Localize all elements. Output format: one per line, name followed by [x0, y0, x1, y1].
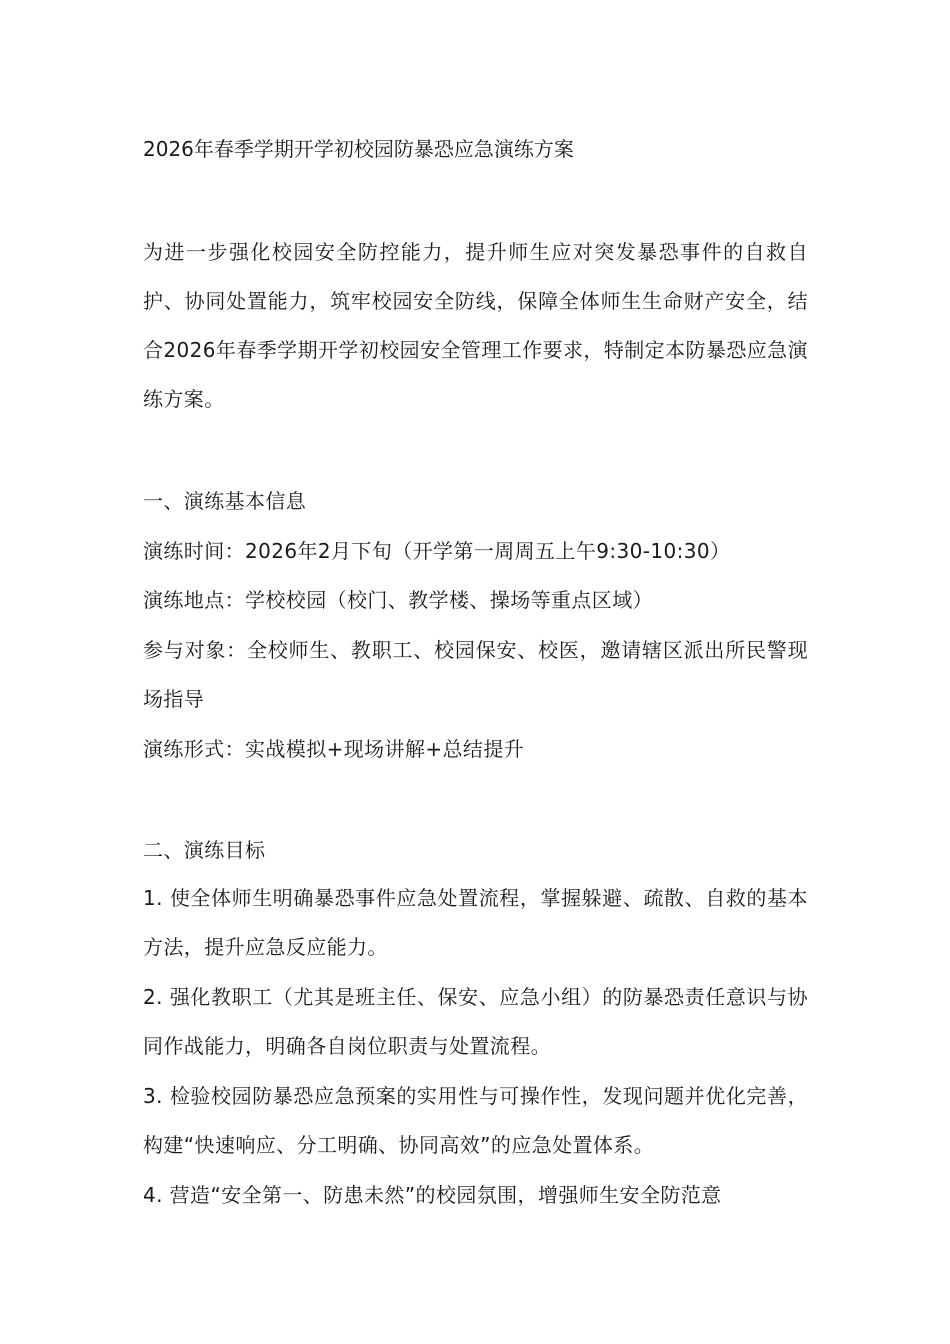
section-heading-basic-info: 一、演练基本信息	[143, 489, 307, 513]
drill-participants: 参与对象：全校师生、教职工、校园保安、校医，邀请辖区派出所民警现场指导	[143, 638, 808, 711]
drill-location: 演练地点：学校校园（校门、教学楼、操场等重点区域）	[143, 588, 653, 612]
document-title: 2026年春季学期开学初校园防暴恐应急演练方案	[143, 137, 574, 161]
drill-format: 演练形式：实战模拟+现场讲解+总结提升	[143, 737, 525, 761]
goal-item-4: 4. 营造“安全第一、防患未然”的校园氛围，增强师生安全防范意	[143, 1183, 722, 1207]
intro-paragraph: 为进一步强化校园安全防控能力，提升师生应对突发暴恐事件的自救自护、协同处置能力，筑牢校园安全防线，保障全体师生生命财产安全，结合2026年春季学期开学初校园安全管理工作要求，特制定本防暴恐应急演练方案。	[143, 240, 808, 411]
drill-time: 演练时间：2026年2月下旬（开学第一周周五上午9:30-10:30）	[143, 539, 731, 563]
goal-item-3: 3. 检验校园防暴恐应急预案的实用性与可操作性，发现问题并优化完善，构建“快速响应、分工明确、协同高效”的应急处置体系。	[143, 1084, 808, 1157]
goal-item-2: 2. 强化教职工（尤其是班主任、保安、应急小组）的防暴恐责任意识与协同作战能力，明确各自岗位职责与处置流程。	[143, 985, 808, 1058]
section-heading-goals: 二、演练目标	[143, 838, 266, 862]
goal-item-1: 1. 使全体师生明确暴恐事件应急处置流程，掌握躲避、疏散、自救的基本方法，提升应急反应能力。	[143, 886, 808, 959]
